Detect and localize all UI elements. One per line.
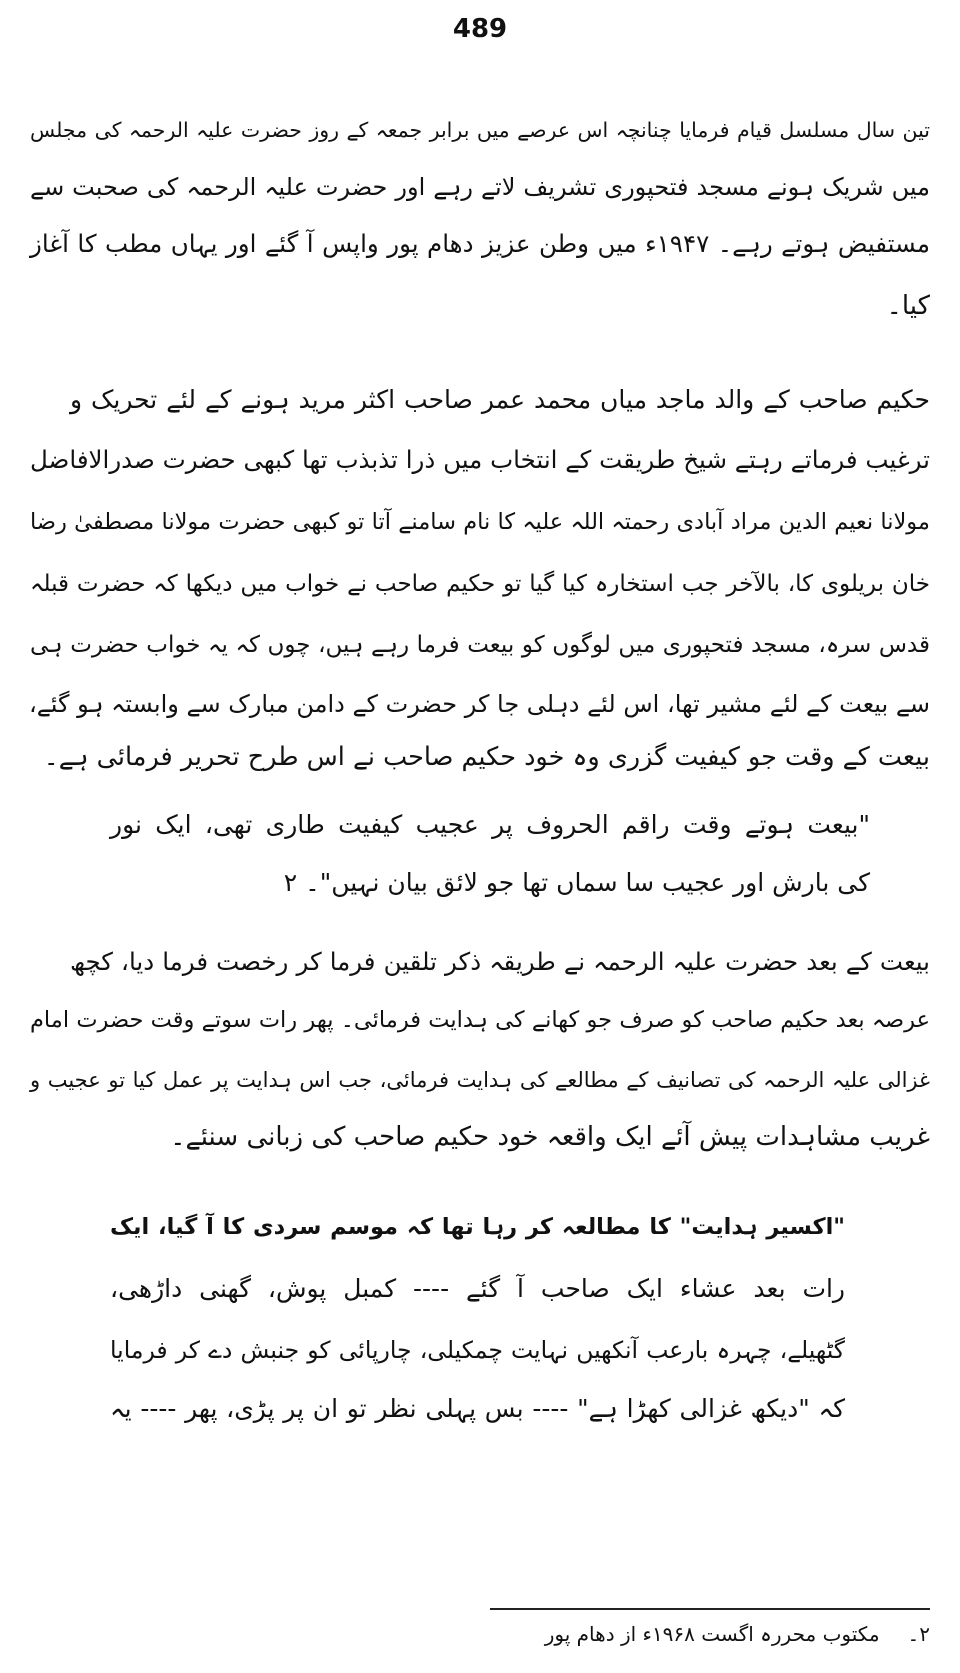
- page-number: 489: [452, 14, 508, 44]
- paragraph-line: غریب مشاہدات پیش آئے ایک واقعہ خود حکیم صاحب کی زبانی سنئے۔: [170, 1122, 930, 1152]
- paragraph-line: کیا۔: [886, 291, 930, 321]
- paragraph-line: مولانا نعیم الدین مراد آبادی رحمتہ اللہ علیہ کا نام سامنے آتا تو کبھی حضرت مولانا مصطفیٰ رضا: [30, 509, 930, 535]
- quote-1: [30, 800, 930, 920]
- paragraph-line: بیعت کے وقت جو کیفیت گزری وہ خود حکیم صاحب نے اس طرح تحریر فرمائی ہے۔: [43, 742, 930, 772]
- paragraph-line: ترغیب فرماتے رہتے شیخ طریقت کے انتخاب میں ذرا تذبذب تھا کبھی حضرت صدرالافاضل: [30, 445, 930, 474]
- quote-line: رات بعد عشاء ایک صاحب آ گئے ---- کمبل پوش، گھنی داڑھی،: [110, 1274, 845, 1303]
- paragraph-2: [30, 375, 930, 775]
- quote-line: "اکسیر ہدایت" کا مطالعہ کر رہا تھا کہ موسم سردی کا آ گیا، ایک: [110, 1214, 845, 1240]
- paragraph-line: عرصہ بعد حکیم صاحب کو صرف جو کھانے کی ہدایت فرمائی۔ پھر رات سوتے وقت حضرت امام: [30, 1007, 930, 1033]
- paragraph-line: بیعت کے بعد حضرت علیہ الرحمہ نے طریقہ ذکر تلقین فرما کر رخصت فرما دیا، کچھ: [70, 947, 930, 976]
- footnote-divider: [490, 1608, 930, 1610]
- paragraph-line: قدس سرہ، مسجد فتحپوری میں لوگوں کو بیعت فرما رہے ہیں، چوں کہ یہ خواب حضرت ہی: [30, 632, 930, 658]
- paragraph-line: تین سال مسلسل قیام فرمایا چنانچہ اس عرصے میں برابر جمعہ کے روز حضرت علیہ الرحمہ کی مجلس: [30, 118, 930, 142]
- paragraph-line: غزالی علیہ الرحمہ کی تصانیف کے مطالعے کی ہدایت فرمائی، جب اس ہدایت پر عمل کیا تو عجیب و: [30, 1068, 930, 1092]
- paragraph-line: خان بریلوی کا، بالآخر جب استخارہ کیا گیا تو حکیم صاحب نے خواب میں دیکھا کہ حضرت قبلہ: [30, 571, 930, 597]
- paragraph-line: مستفیض ہوتے رہے۔ ۱۹۴۷ء میں وطن عزیز دھام پور واپس آ گئے اور یہاں مطب کا آغاز: [30, 229, 930, 258]
- quote-line: کی بارش اور عجیب سا سماں تھا جو لائق بیان نہیں"۔ ۲: [283, 868, 870, 897]
- footnote-marker: ۲۔: [907, 1622, 930, 1646]
- footnote: [490, 1622, 930, 1646]
- paragraph-1: [30, 105, 930, 335]
- paragraph-line: حکیم صاحب کے والد ماجد میاں محمد عمر صاحب اکثر مرید ہونے کے لئے تحریک و: [70, 385, 930, 414]
- quote-2: [30, 1202, 930, 1462]
- quote-line: گٹھیلے، چہرہ بارعب آنکھیں نہایت چمکیلی، چارپائی کو جنبش دے کر فرمایا: [110, 1336, 845, 1364]
- footnote-text: مکتوب محررہ اگست ۱۹۶۸ء از دھام پور: [544, 1622, 880, 1646]
- quote-line: "بیعت ہوتے وقت راقم الحروف پر عجیب کیفیت طاری تھی، ایک نور: [110, 810, 870, 839]
- quote-line: کہ "دیکھ غزالی کھڑا ہے" ---- بس پہلی نظر تو ان پر پڑی، پھر ---- یہ: [110, 1394, 845, 1423]
- paragraph-line: سے بیعت کے لئے مشیر تھا، اس لئے دہلی جا کر حضرت کے دامن مبارک سے وابستہ ہو گئے،: [28, 690, 930, 718]
- paragraph-3: [30, 937, 930, 1167]
- paragraph-line: میں شریک ہونے مسجد فتحپوری تشریف لاتے رہے اور حضرت علیہ الرحمہ کی صحبت سے: [30, 173, 930, 201]
